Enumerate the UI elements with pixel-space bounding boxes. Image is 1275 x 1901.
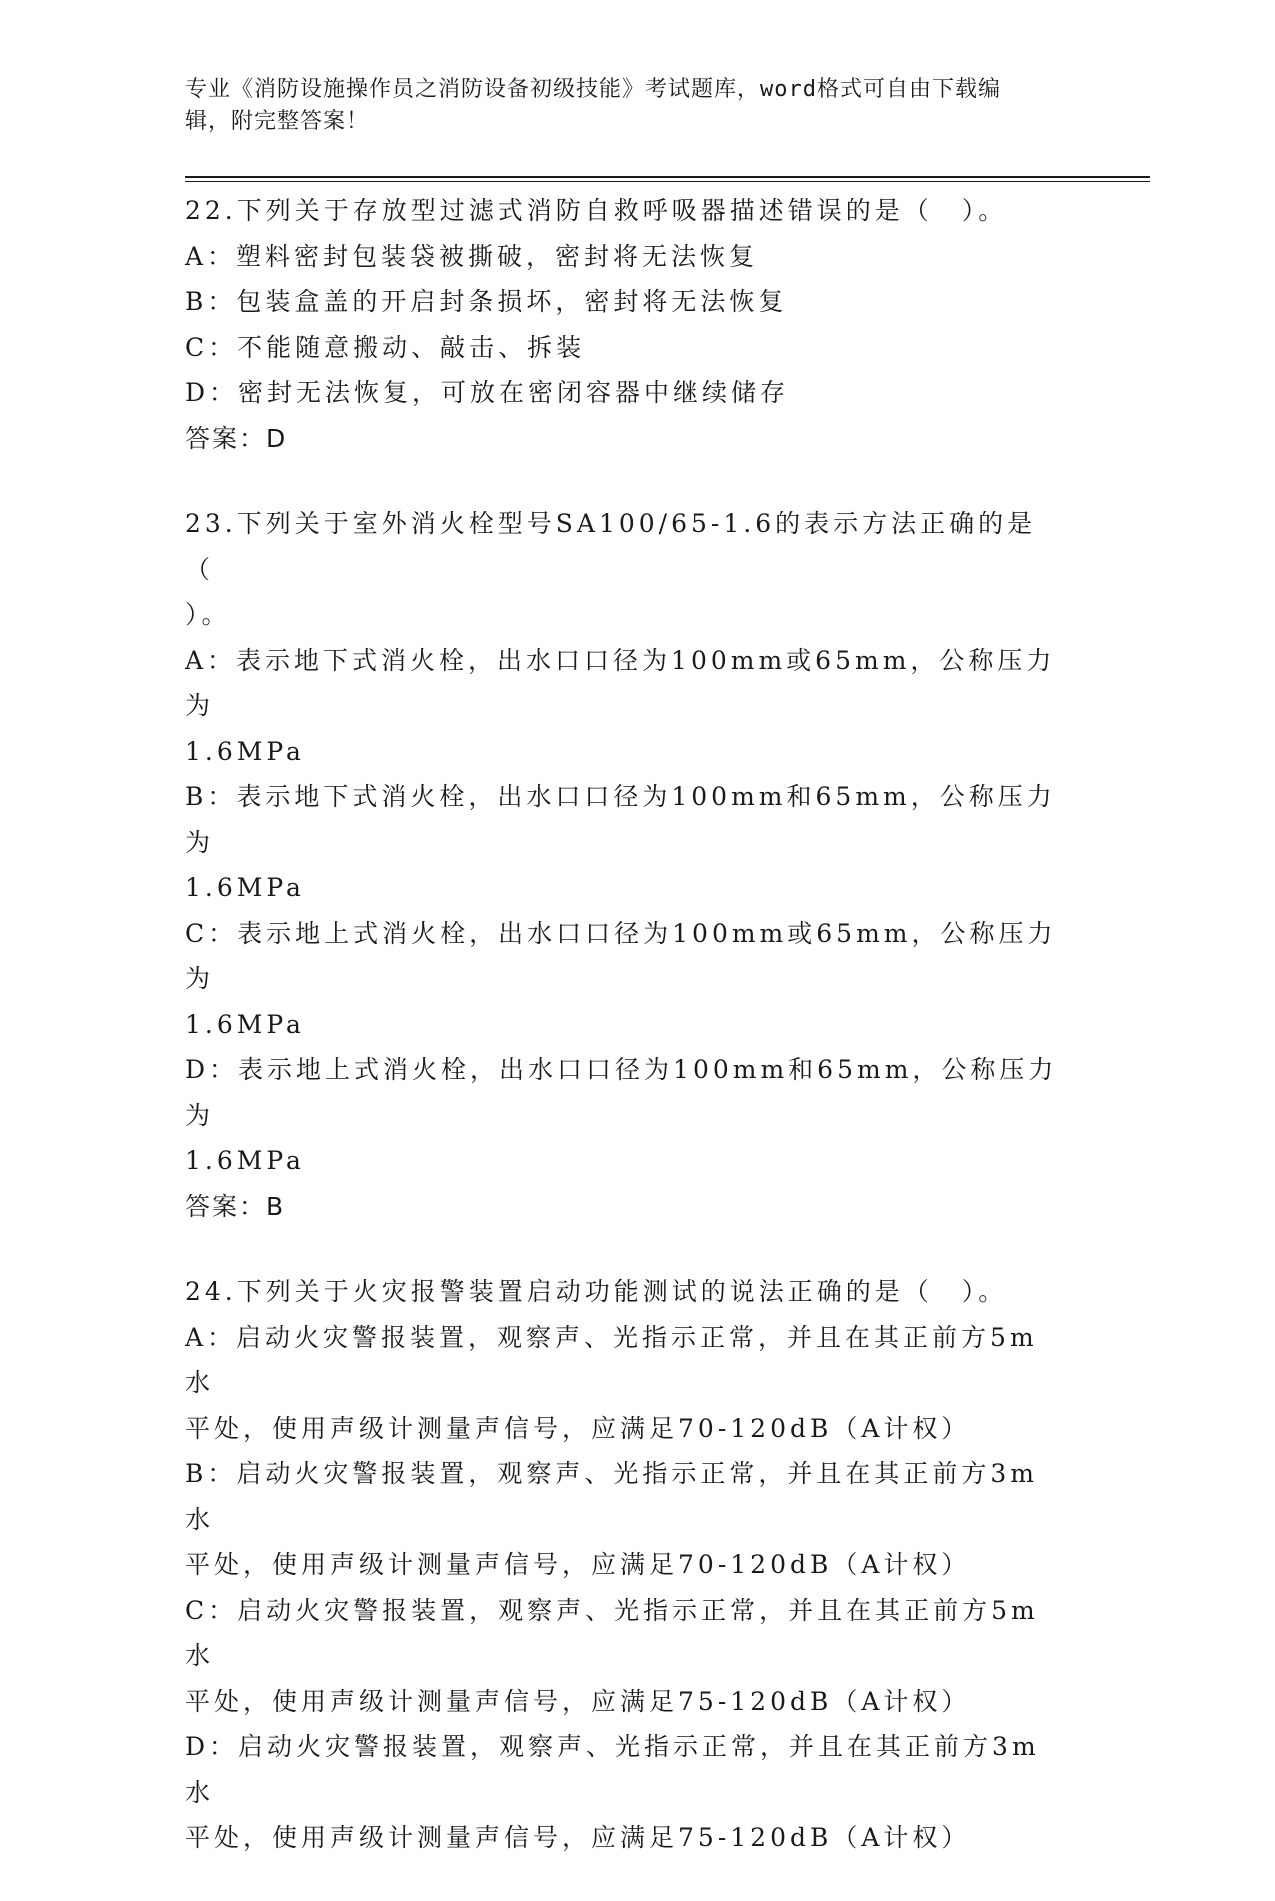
option-c: C：启动火灾警报装置，观察声、光指示正常，并且在其正前方5m水 [185,1595,1039,1670]
question-stem: 22.下列关于存放型过滤式消防自救呼吸器描述错误的是（ ）。 [185,196,1008,225]
option-d: D：密封无法恢复，可放在密闭容器中继续储存 [185,378,790,407]
option-b: B：启动火灾警报装置，观察声、光指示正常，并且在其正前方3m水 [185,1459,1038,1534]
option-a: A：启动火灾警报装置，观察声、光指示正常，并且在其正前方5m水 [185,1322,1038,1397]
option-d-continued: 平处，使用声级计测量声信号，应满足75-120dB（A计权） [185,1823,971,1852]
question-list [185,188,1065,1901]
question-stem: 23.下列关于室外消火栓型号SA100/65-1.6的表示方法正确的是（ [185,509,1037,584]
option-a: A：表示地下式消火栓，出水口口径为100mm或65mm，公称压力为 [185,645,1056,720]
option-a: A：塑料密封包装袋被撕破，密封将无法恢复 [185,241,759,271]
question-stem: 24.下列关于火灾报警装置启动功能测试的说法正确的是（ ）。 [185,1277,1008,1306]
question-block [185,1269,1065,1861]
option-c-continued: 平处，使用声级计测量声信号，应满足75-120dB（A计权） [185,1686,971,1716]
option-a-continued: 平处，使用声级计测量声信号，应满足70-120dB（A计权） [185,1413,971,1443]
option-b: B：包装盒盖的开启封条损坏，密封将无法恢复 [185,287,788,316]
option-c-continued: 1.6MPa [185,1009,305,1039]
question-block [185,188,1065,461]
option-c: C：不能随意搬动、敲击、拆装 [185,332,586,362]
option-d: D：表示地上式消火栓，出水口口径为100mm和65mm，公称压力为 [185,1055,1058,1130]
document-header [185,74,1065,138]
header-line: 辑，附完整答案！ [185,109,370,134]
option-b: B：表示地下式消火栓，出水口口径为100mm和65mm，公称压力为 [185,782,1056,857]
header-divider-thin [185,181,1150,182]
header-line: 专业《消防设施操作员之消防设备初级技能》考试题库，word格式可自由下载编 [185,77,1001,102]
option-b-continued: 1.6MPa [185,873,305,902]
option-d-continued: 1.6MPa [185,1146,305,1175]
header-divider [185,176,1150,178]
option-a-continued: 1.6MPa [185,736,305,766]
option-b-continued: 平处，使用声级计测量声信号，应满足70-120dB（A计权） [185,1550,971,1579]
question-stem-continued: ）。 [185,600,231,629]
option-d: D：启动火灾警报装置，观察声、光指示正常，并且在其正前方3m水 [185,1732,1040,1807]
answer-line: 答案：B [185,1191,286,1221]
question-block [185,501,1065,1229]
answer-line: 答案：D [185,423,288,453]
option-c: C：表示地上式消火栓，出水口口径为100mm或65mm，公称压力为 [185,918,1057,993]
